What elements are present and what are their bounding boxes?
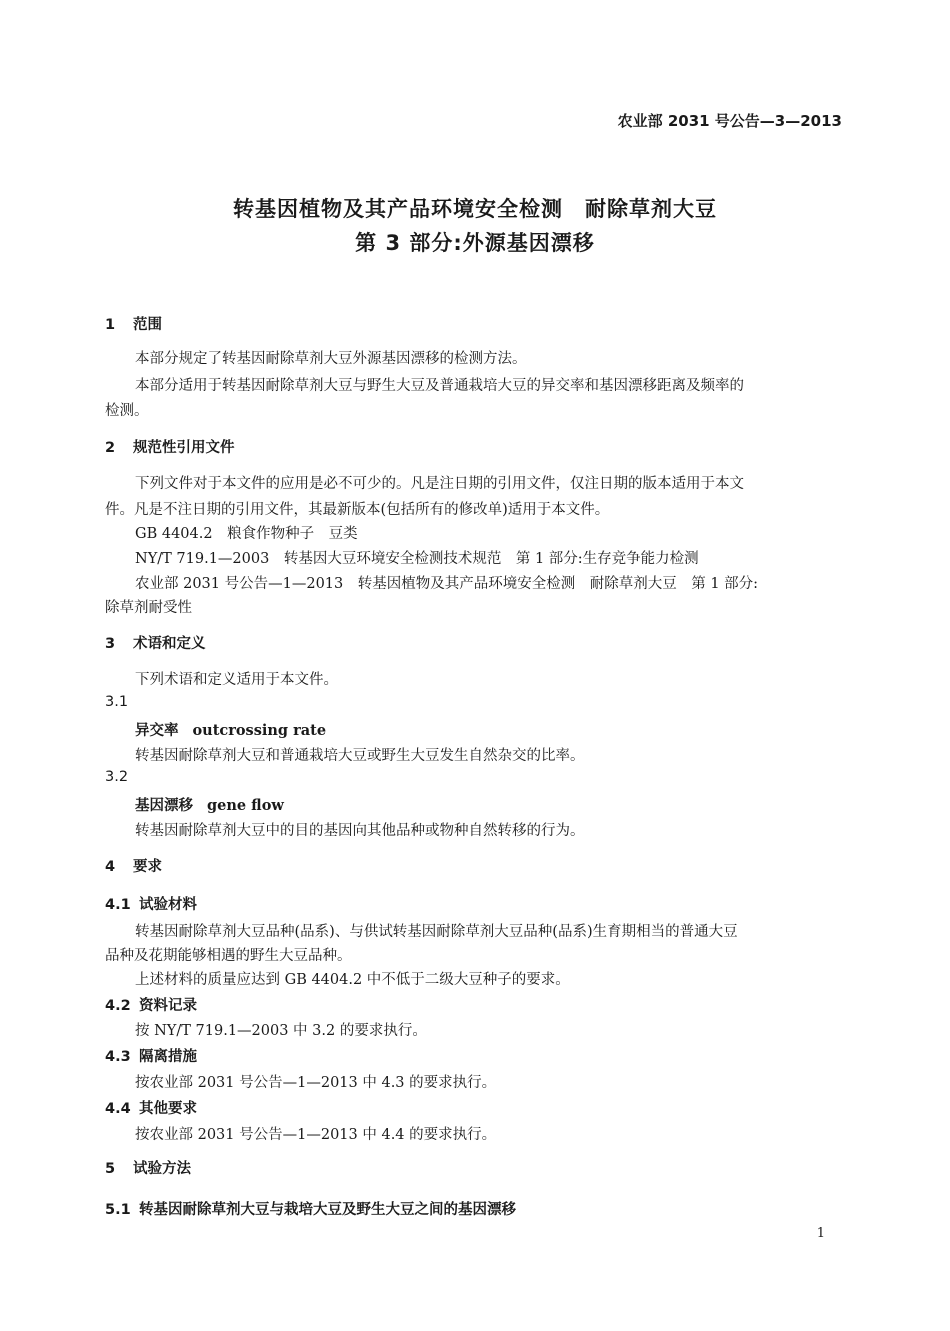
section-title: 规范性引用文件	[133, 440, 235, 456]
section-title: 试验方法	[133, 1161, 191, 1177]
subsection-title: 资料记录	[139, 998, 197, 1014]
term-en: outcrossing rate	[192, 722, 327, 739]
section-4-heading	[105, 855, 845, 876]
term-heading	[135, 719, 875, 740]
paragraph: 件。凡是不注日期的引用文件，其最新版本(包括所有的修改单)适用于本文件。	[105, 502, 610, 518]
paragraph: 品种及花期能够相遇的野生大豆品种。	[105, 948, 352, 964]
section-title: 范围	[133, 317, 162, 333]
paragraph: 本部分适用于转基因耐除草剂大豆与野生大豆及普通栽培大豆的异交率和基因漂移距离及频率的	[135, 378, 744, 394]
paragraph: 上述材料的质量应达到 GB 4404.2 中不低于二级大豆种子的要求。	[135, 972, 570, 988]
term-definition: 转基因耐除草剂大豆中的目的基因向其他品种或物种自然转移的行为。	[135, 823, 585, 839]
term-zh: 基因漂移	[135, 798, 193, 814]
term-en: gene flow	[207, 797, 284, 814]
subsection-4-2-heading	[105, 994, 845, 1015]
reference-item: 除草剂耐受性	[105, 600, 192, 616]
term-number: 3.1	[105, 694, 129, 710]
section-2-heading	[105, 436, 845, 457]
subsection-number: 4.1	[105, 897, 131, 913]
section-number: 4	[105, 859, 116, 875]
page-number: 1	[816, 1226, 825, 1241]
section-3-heading	[105, 632, 845, 653]
reference-item: 农业部 2031 号公告—1—2013 转基因植物及其产品环境安全检测 耐除草剂大豆 第 1 部分:	[135, 576, 759, 592]
title-line-2: 第 3 部分:外源基因漂移	[355, 231, 595, 255]
reference-item: GB 4404.2 粮食作物种子 豆类	[135, 526, 358, 542]
subsection-4-4-heading	[105, 1097, 845, 1118]
subsection-number: 4.3	[105, 1049, 131, 1065]
paragraph: 本部分规定了转基因耐除草剂大豆外源基因漂移的检测方法。	[135, 351, 527, 367]
section-number: 3	[105, 636, 116, 652]
subsection-title: 转基因耐除草剂大豆与栽培大豆及野生大豆之间的基因漂移	[139, 1202, 516, 1218]
section-number: 5	[105, 1161, 116, 1177]
paragraph: 按农业部 2031 号公告—1—2013 中 4.4 的要求执行。	[135, 1127, 497, 1143]
subsection-number: 4.2	[105, 998, 131, 1014]
standard-code: 农业部 2031 号公告—3—2013	[617, 112, 842, 130]
subsection-title: 其他要求	[139, 1101, 197, 1117]
paragraph: 按农业部 2031 号公告—1—2013 中 4.3 的要求执行。	[135, 1075, 497, 1091]
section-number: 1	[105, 317, 116, 333]
subsection-4-1-heading	[105, 893, 845, 914]
term-definition: 转基因耐除草剂大豆和普通栽培大豆或野生大豆发生自然杂交的比率。	[135, 748, 585, 764]
section-title: 术语和定义	[133, 636, 206, 652]
section-title: 要求	[133, 859, 162, 875]
reference-item: NY/T 719.1—2003 转基因大豆环境安全检测技术规范 第 1 部分:生存竞争能力检测	[135, 551, 699, 567]
subsection-title: 隔离措施	[139, 1049, 197, 1065]
paragraph: 检测。	[105, 403, 149, 419]
subsection-4-3-heading	[105, 1045, 845, 1066]
term-number: 3.2	[105, 769, 129, 785]
paragraph: 下列术语和定义适用于本文件。	[135, 672, 338, 688]
subsection-5-1-heading	[105, 1198, 845, 1219]
term-zh: 异交率	[135, 723, 179, 739]
term-heading	[135, 794, 875, 815]
section-number: 2	[105, 440, 116, 456]
section-5-heading	[105, 1157, 845, 1178]
subsection-number: 5.1	[105, 1202, 131, 1218]
paragraph: 转基因耐除草剂大豆品种(品系)、与供试转基因耐除草剂大豆品种(品系)生育期相当的普通大豆	[135, 924, 738, 940]
paragraph: 下列文件对于本文件的应用是必不可少的。凡是注日期的引用文件，仅注日期的版本适用于本文	[135, 476, 744, 492]
section-1-heading	[105, 313, 845, 334]
paragraph: 按 NY/T 719.1—2003 中 3.2 的要求执行。	[135, 1023, 427, 1039]
title-line-1: 转基因植物及其产品环境安全检测 耐除草剂大豆	[233, 197, 717, 221]
subsection-title: 试验材料	[139, 897, 197, 913]
subsection-number: 4.4	[105, 1101, 131, 1117]
